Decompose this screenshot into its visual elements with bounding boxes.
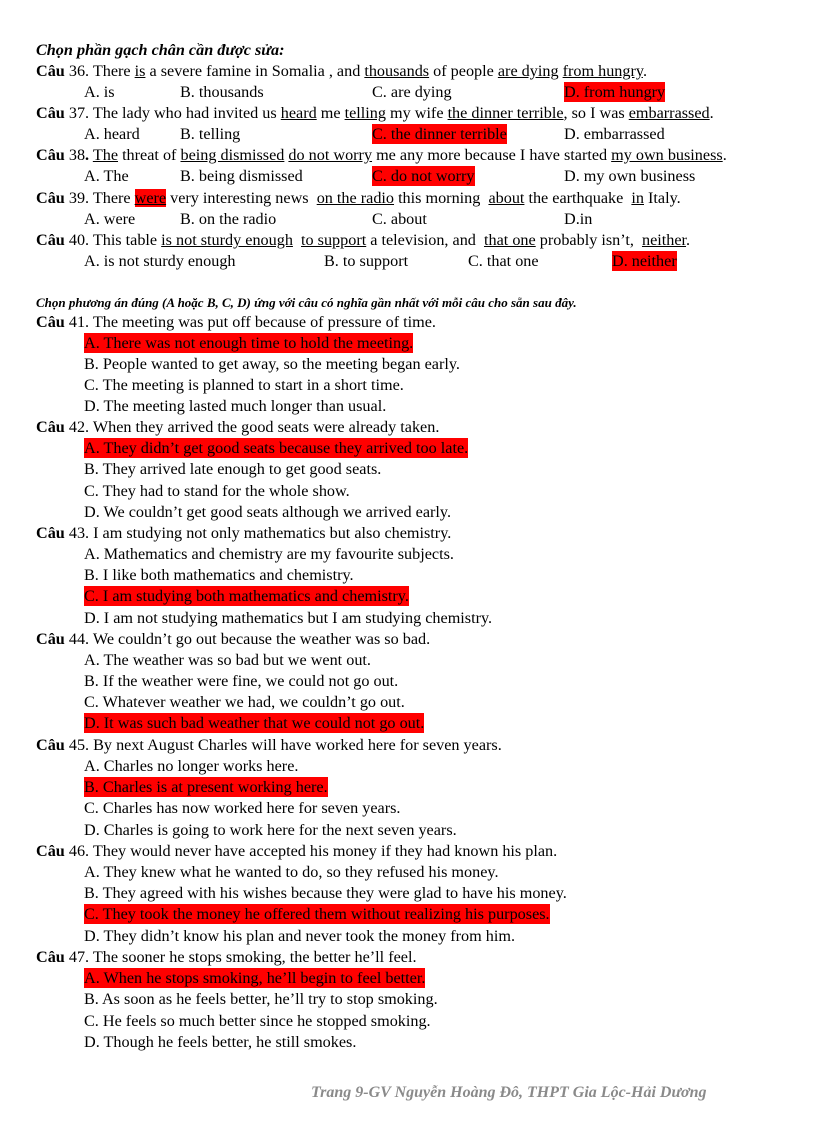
option-44b: B. If the weather were fine, we could not go out. [84, 672, 399, 690]
option-45c: C. Charles has now worked here for seven years. [84, 799, 401, 817]
option-42d: D. We couldn’t get good seats although we arrived early. [84, 503, 452, 521]
question-36: Câu 36. There is a severe famine in Somalia , and thousands of people are dying from hungry. [36, 62, 647, 80]
option-46d: D. They didn’t know his plan and never took the money from him. [84, 927, 515, 945]
option-42a-answer: A. They didn’t get good seats because they arrived too late. [84, 439, 469, 457]
option-37c-answer: C. the dinner terrible [372, 125, 507, 143]
option-40d-answer: D. neither [612, 252, 677, 270]
question-40: Câu 40. This table is not sturdy enough to support a television, and that one probably isn’t, neither. [36, 231, 691, 249]
option-42b: B. They arrived late enough to get good seats. [84, 460, 382, 478]
option-38a: A. The [84, 167, 129, 185]
option-38b: B. being dismissed [180, 167, 303, 185]
question-46: Câu 46. They would never have accepted his money if they had known his plan. [36, 842, 558, 860]
option-45b-answer: B. Charles is at present working here. [84, 778, 328, 796]
option-37b: B. telling [180, 125, 241, 143]
option-43b: B. I like both mathematics and chemistry. [84, 566, 354, 584]
option-43c-answer: C. I am studying both mathematics and chemistry. [84, 587, 409, 605]
option-46a: A. They knew what he wanted to do, so they refused his money. [84, 863, 499, 881]
option-38c-answer: C. do not worry [372, 167, 475, 185]
option-36c: C. are dying [372, 83, 452, 101]
page-footer: Trang 9-GV Nguyễn Hoàng Đô, THPT Gia Lộc-Hải Dương [311, 1084, 707, 1101]
option-39b: B. on the radio [180, 210, 277, 228]
question-47: Câu 47. The sooner he stops smoking, the better he’ll feel. [36, 948, 417, 966]
option-38d: D. my own business [564, 167, 696, 185]
option-37a: A. heard [84, 125, 140, 143]
option-36a: A. is [84, 83, 115, 101]
option-45a: A. Charles no longer works here. [84, 757, 299, 775]
question-44: Câu 44. We couldn’t go out because the weather was so bad. [36, 630, 431, 648]
option-36d-answer: D. from hungry [564, 83, 666, 101]
question-45: Câu 45. By next August Charles will have worked here for seven years. [36, 736, 502, 754]
question-43: Câu 43. I am studying not only mathematics but also chemistry. [36, 524, 452, 542]
question-42: Câu 42. When they arrived the good seats were already taken. [36, 418, 440, 436]
option-47a-answer: A. When he stops smoking, he’ll begin to feel better. [84, 969, 426, 987]
question-39: Câu 39. There were very interesting news on the radio this morning about the earthquake in Italy. [36, 189, 681, 207]
option-46c-answer: C. They took the money he offered them without realizing his purposes. [84, 905, 550, 923]
option-39c: C. about [372, 210, 427, 228]
option-40b: B. to support [324, 252, 409, 270]
option-44c: C. Whatever weather we had, we couldn’t go out. [84, 693, 405, 711]
option-47d: D. Though he feels better, he still smokes. [84, 1033, 357, 1051]
option-36b: B. thousands [180, 83, 264, 101]
option-40c: C. that one [468, 252, 539, 270]
option-39a: A. were [84, 210, 136, 228]
option-43a: A. Mathematics and chemistry are my favourite subjects. [84, 545, 454, 563]
question-38: Câu 38. The threat of being dismissed do not worry me any more because I have started my own business. [36, 146, 727, 164]
option-41a-answer: A. There was not enough time to hold the meeting. [84, 334, 414, 352]
option-47b: B. As soon as he feels better, he’ll try to stop smoking. [84, 990, 438, 1008]
option-47c: C. He feels so much better since he stopped smoking. [84, 1012, 431, 1030]
question-37: Câu 37. The lady who had invited us heard me telling my wife the dinner terrible, so I was embarrassed. [36, 104, 714, 122]
option-41d: D. The meeting lasted much longer than usual. [84, 397, 387, 415]
option-43d: D. I am not studying mathematics but I am studying chemistry. [84, 609, 493, 627]
section2-title: Chọn phương án đúng (A hoặc B, C, D) ứng với câu có nghĩa gần nhất với mỗi câu cho sẵn sau đây. [36, 295, 577, 310]
option-45d: D. Charles is going to work here for the next seven years. [84, 821, 457, 839]
option-46b: B. They agreed with his wishes because they were glad to have his money. [84, 884, 567, 902]
section1-title: Chọn phần gạch chân cần được sửa: [36, 41, 285, 59]
option-41c: C. The meeting is planned to start in a short time. [84, 376, 404, 394]
option-39d: D.in [564, 210, 593, 228]
option-44d-answer: D. It was such bad weather that we could not go out. [84, 714, 425, 732]
option-41b: B. People wanted to get away, so the meeting began early. [84, 355, 460, 373]
option-42c: C. They had to stand for the whole show. [84, 482, 350, 500]
option-40a: A. is not sturdy enough [84, 252, 236, 270]
option-44a: A. The weather was so bad but we went out. [84, 651, 371, 669]
question-41: Câu 41. The meeting was put off because of pressure of time. [36, 313, 436, 331]
option-37d: D. embarrassed [564, 125, 665, 143]
